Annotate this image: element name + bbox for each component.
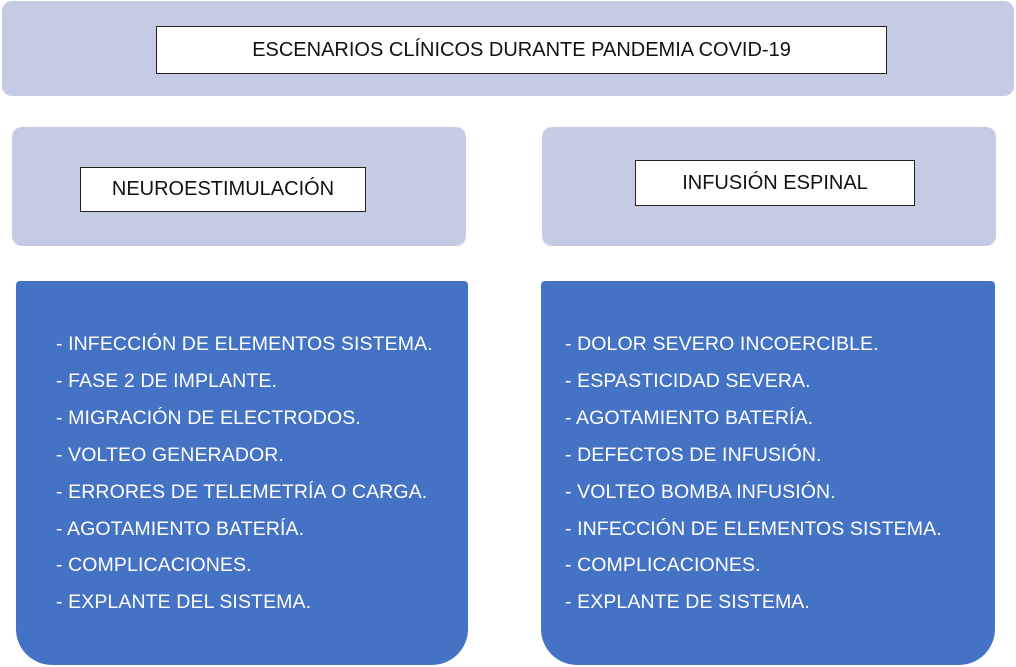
list-item: - VOLTEO BOMBA INFUSIÓN. (565, 480, 836, 503)
list-item: - AGOTAMIENTO BATERÍA. (56, 517, 305, 540)
left-list-panel (16, 281, 468, 665)
right-list (565, 326, 995, 621)
list-item: - ERRORES DE TELEMETRÍA O CARGA. (56, 480, 428, 503)
diagram-title: ESCENARIOS CLÍNICOS DURANTE PANDEMIA COVID-19 (156, 26, 887, 74)
list-item: - COMPLICACIONES. (56, 554, 252, 577)
left-list (56, 326, 468, 621)
list-item: - DOLOR SEVERO INCOERCIBLE. (565, 333, 879, 355)
list-item: - EXPLANTE DEL SISTEMA. (56, 591, 312, 614)
left-column-heading: NEUROESTIMULACIÓN (80, 167, 366, 212)
list-item: - DEFECTOS DE INFUSIÓN. (565, 443, 822, 466)
list-item: - EXPLANTE DE SISTEMA. (565, 591, 810, 614)
list-item: - MIGRACIÓN DE ELECTRODOS. (56, 406, 361, 429)
list-item: - VOLTEO GENERADOR. (56, 443, 284, 466)
right-column-heading: INFUSIÓN ESPINAL (635, 160, 915, 206)
list-item: - FASE 2 DE IMPLANTE. (56, 369, 277, 392)
list-item: - ESPASTICIDAD SEVERA. (565, 369, 811, 392)
right-list-panel (541, 281, 995, 665)
list-item: - AGOTAMIENTO BATERÍA. (565, 406, 814, 429)
list-item: - INFECCIÓN DE ELEMENTOS SISTEMA. (565, 517, 942, 540)
list-item: - COMPLICACIONES. (565, 554, 761, 577)
list-item: - INFECCIÓN DE ELEMENTOS SISTEMA. (56, 333, 433, 355)
